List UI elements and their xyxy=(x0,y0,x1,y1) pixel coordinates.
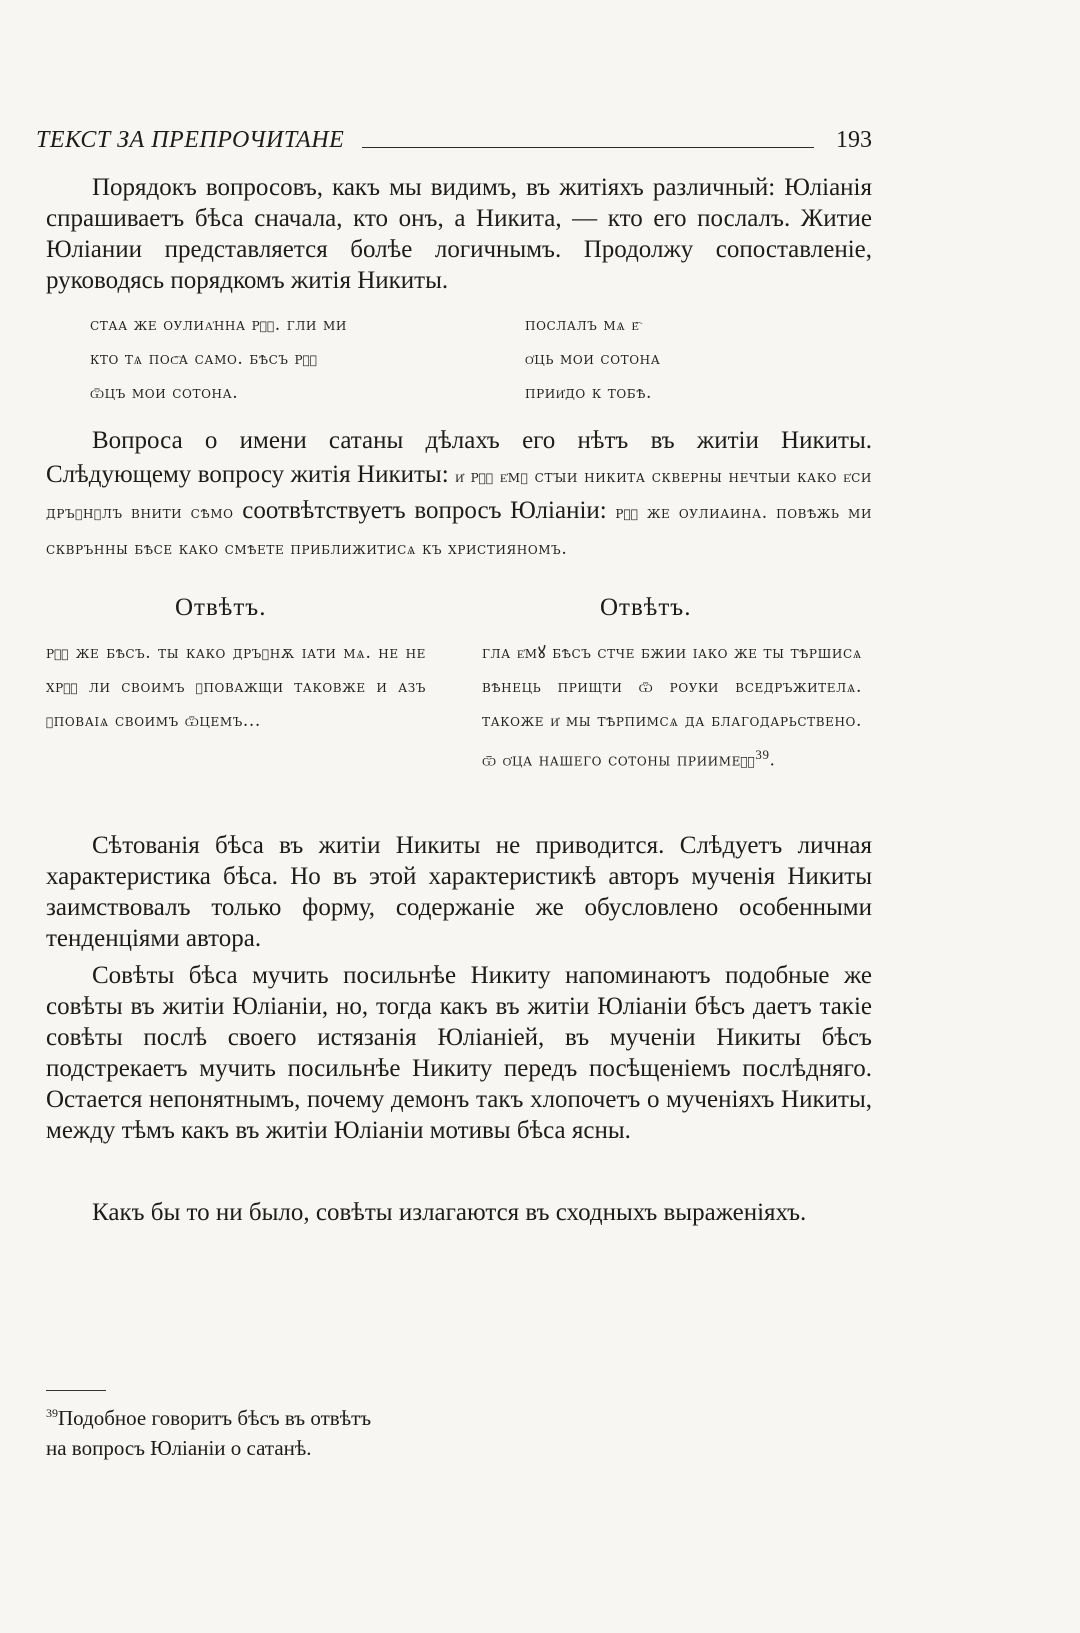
answer-heading-right: Отвѣтъ. xyxy=(600,594,692,621)
footnote-39 xyxy=(46,1398,466,1463)
answer-text-left: рⷷ҇ же бѣсъ. ты како дръꙁнѫ ıати мѧ. не не хрⷨ҇ ли своимъ ꙋповажщи таковже и азъ ꙋповаıѧ своимъ ѿцемъ... xyxy=(46,643,426,731)
paragraph-5: Какъ бы то ни было, совѣты излагаются въ сходныхъ выраженiяхъ. xyxy=(92,1199,807,1226)
footnote-rule xyxy=(46,1390,106,1391)
slavonic-quote-nikita: и҆ рⷷ҇ е҆мꙋ стꙑи никита скверны нечтыи како е҆си дръꙁнꙋлъ внити сѣмо xyxy=(46,467,872,523)
quote-left-line-3: ѿцъ мои сотона. xyxy=(90,383,239,403)
paragraph-4: Совѣты бѣса мучить посильнѣе Никиту напоминаютъ подобные же совѣты въ житiи Юлiанiи, но, тогда какъ въ житiи Юлiанiи бѣсъ даетъ такiе совѣты послѣ своего истязанiя Юлiанiей, въ мученiи Никиты бѣсъ подстрекаетъ мучить посильнѣе Никиту передъ посѣщенiемъ послѣдняго. Остается непонятнымъ, почему демонъ такъ хлопочетъ о мученiяхъ Никиты, между тѣмъ какъ въ житiи Юлiанiи мотивы бѣса ясны. xyxy=(46,962,872,1144)
answer-heading-left: Отвѣтъ. xyxy=(175,594,267,621)
paragraph-2-part-a: Вопроса о имени сатаны дѣлахъ его нѣтъ въ житiи Никиты. Слѣдующему вопросу житiя Никиты: xyxy=(46,427,872,488)
quote-right-line-1: послалъ мѧ е҇ xyxy=(525,315,640,335)
footnote-line-1: Подобное говоритъ бѣсъ въ отвѣтъ xyxy=(58,1406,372,1430)
quote-column-right xyxy=(525,308,660,410)
footnote-line-2: на вопросъ Юлiанiи о сатанѣ. xyxy=(46,1436,312,1460)
running-title: ТЕКСТ ЗА ПРЕПРОЧИТАНЕ xyxy=(36,127,345,153)
header-rule xyxy=(362,147,814,148)
footnote-ref-39: 39 xyxy=(755,747,770,762)
paragraph-1: Порядокъ вопросовъ, какъ мы видимъ, въ житiяхъ различный: Юлiанiя спрашиваетъ бѣса сначала, кто онъ, а Никита, — кто его послалъ. Житие Юлiании представляется болѣе логичнымъ. Продолжу сопоставленiе, руководясь порядкомъ житiя Никиты. xyxy=(46,174,872,294)
paragraph-2-part-b: соотвѣтствуетъ вопросъ Юлiанiи: xyxy=(242,497,607,524)
quote-right-line-2: о҆ць мои сотона xyxy=(525,349,661,369)
answer-text-right: гла е҆мꙋ бѣсъ стче бжии ıако же ты тѣршисѧ вѣнець прищти ѿ роуки вседръжителѧ. такоже и҆ мы тѣрпимсѧ да благодарьствено. ѿ о҆ца нашего сотоны приимеⷨ҇$^{39}$. xyxy=(482,643,862,771)
answer-text-right-body: гла е҆мꙋ бѣсъ стче бжии ıако же ты тѣршисѧ вѣнець прищти ѿ роуки вседръжителѧ. такоже и҆ мы тѣрпимсѧ да благодарьствено. ѿ о҆ца нашего сотоны приимеⷨ҇ xyxy=(482,643,862,771)
quote-column-left xyxy=(90,308,347,410)
page-number: 193 xyxy=(836,127,872,153)
quote-left-line-1: стаа же оулиа҆нна рⷷ҇. гли ми xyxy=(90,315,347,335)
quote-right-line-3: прии҆до к тобѣ. xyxy=(525,383,652,403)
quote-left-line-2: кто тѧ пос҇а само. бѣсъ рⷷ҇ xyxy=(90,349,318,369)
slavonic-quote-juliania: рⷷ҇ же оулиаина. повѣжь ми скврънны бѣсе како смѣете приближитисѧ къ християномъ. xyxy=(46,503,873,559)
paragraph-3: Сѣтованiя бѣса въ житiи Никиты не приводится. Слѣдуетъ личная характеристика бѣса. Но въ этой характеристикѣ авторъ мученiя Никиты заимствовалъ только форму, содержанiе же обусловлено особенными тенденцiями автора. xyxy=(46,832,872,952)
footnote-number: 39 xyxy=(46,1406,58,1420)
running-header xyxy=(36,118,872,154)
paragraph-2 xyxy=(46,424,872,566)
